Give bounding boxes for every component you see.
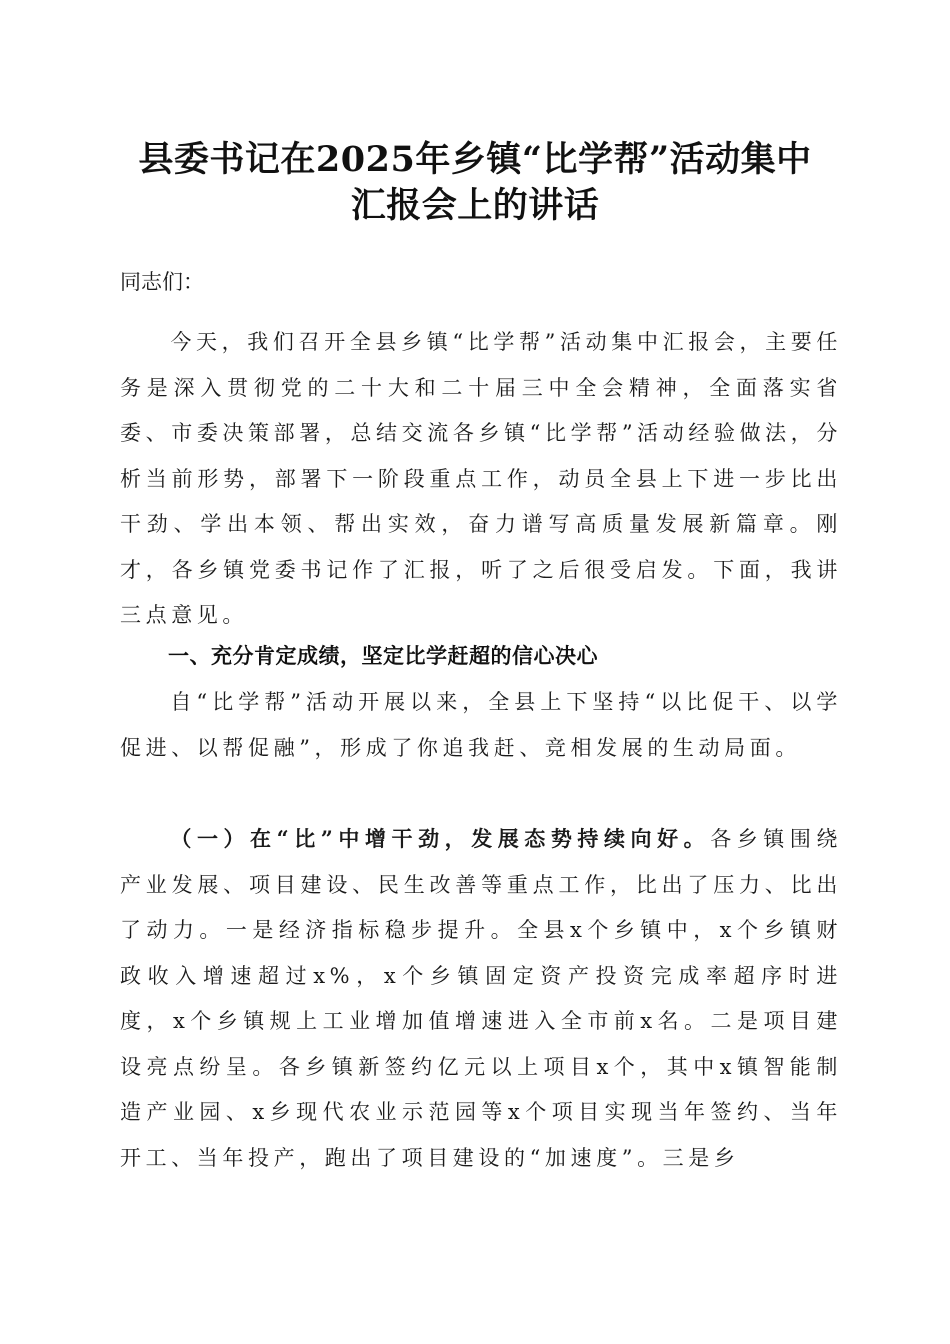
paragraph-achievements-intro: 自“比学帮”活动开展以来，全县上下坚持“以比促干、以学促进、以帮促融”，形成了你追我赶、竞相发展的生动局面。	[120, 690, 842, 760]
subsection-heading-1: （一）在“比”中增干劲，发展态势持续向好。	[170, 826, 711, 851]
section-heading-1: 一、充分肯定成绩，坚定比学赶超的信心决心	[168, 644, 598, 668]
paragraph-opening: 今天，我们召开全县乡镇“比学帮”活动集中汇报会，主要任务是深入贯彻党的二十大和二十届三中全会精神，全面落实省委、市委决策部署，总结交流各乡镇“比学帮”活动经验做法，分析当前形势，部署下一阶段重点工作，动员全县上下进一步比出干劲、学出本领、帮出实效，奋力谱写高质量发展新篇章。刚才，各乡镇党委书记作了汇报，听了之后很受启发。下面，我讲三点意见。	[120, 330, 842, 627]
salutation: 同志们：	[120, 270, 204, 294]
paragraph-subsection-1	[120, 816, 842, 1181]
document-title-line2: 汇报会上的讲话	[350, 185, 600, 226]
subsection-body-1: 各乡镇围绕产业发展、项目建设、民生改善等重点工作，比出了压力、比出了动力。一是经济指标稳步提升。全县x个乡镇中，x个乡镇财政收入增速超过x%，x个乡镇固定资产投资完成率超序时进度，x个乡镇规上工业增加值增速进入全市前x名。二是项目建设亮点纷呈。各乡镇新签约亿元以上项目x个，其中x镇智能制造产业园、x乡现代农业示范园等x个项目实现当年签约、当年开工、当年投产，跑出了项目建设的“加速度”。三是乡	[120, 827, 843, 1170]
document-title-line1: 县委书记在2025年乡镇“比学帮”活动集中	[138, 139, 812, 180]
